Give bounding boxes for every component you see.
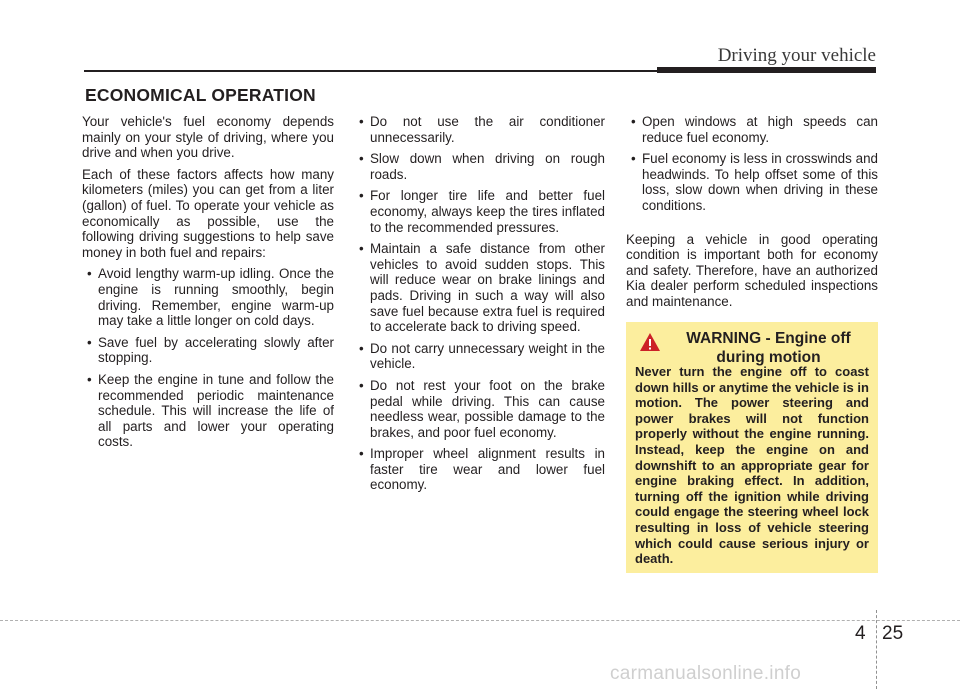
- list-item: • Do not use the air conditioner unnecessarily.: [354, 114, 605, 145]
- list-item: • Fuel economy is less in crosswinds and headwinds. To help offset some of this loss, slow down when driving in these conditions.: [626, 151, 878, 213]
- paragraph: Keeping a vehicle in good operating condition is important both for economy and safety. Therefore, have an authorized Kia dealer perform scheduled inspections and maintenance.: [626, 231, 878, 309]
- list-item: • Improper wheel alignment results in faster tire wear and lower fuel economy.: [354, 446, 605, 493]
- warning-triangle-icon: [639, 332, 661, 352]
- list-item: • Keep the engine in tune and follow the recommended periodic maintenance schedule. This will increase the life of all parts and lower your operating costs.: [82, 372, 334, 450]
- warning-text: Never turn the engine off to coast down hills or anytime the vehicle is in motion. The power steering and power brakes will not function properly without the engine running. Instead, keep the engine on and downshift to an appropriate gear for engine braking effect. In addition, turning off the ignition while driving could engage the steering wheel lock resulting in loss of vehicle steering which could cause serious injury or death.: [635, 364, 869, 567]
- page-number: 25: [882, 623, 904, 644]
- column-2: [354, 114, 605, 499]
- header-rule: [84, 70, 664, 72]
- tips-list: [82, 266, 334, 450]
- column-3: [626, 114, 878, 316]
- watermark: carmanualsonline.info: [610, 663, 802, 684]
- warning-title: WARNING - Engine off during motion: [686, 330, 851, 366]
- header-title: Driving your vehicle: [717, 45, 876, 66]
- section-title: ECONOMICAL OPERATION: [85, 85, 316, 105]
- list-item: • Avoid lengthy warm-up idling. Once the engine is running smoothly, begin driving. Remember, engine warm-up may take a little longer on cold days.: [82, 266, 334, 328]
- paragraph: Each of these factors affects how many kilometers (miles) you can get from a liter (gallon) of fuel. To operate your vehicle as economically as possible, use the following driving suggestions to help save money in both fuel and repairs:: [82, 166, 334, 260]
- warning-box: [626, 322, 878, 573]
- chapter-number: 4: [855, 623, 866, 644]
- list-item: • For longer tire life and better fuel economy, always keep the tires inflated to the recommended pressures.: [354, 188, 605, 235]
- list-item: • Do not rest your foot on the brake pedal while driving. This can cause needless wear, possible damage to the brakes, and poor fuel economy.: [354, 378, 605, 440]
- list-item: • Maintain a safe distance from other vehicles to avoid sudden stops. This will reduce wear on brake linings and pads. Driving in such a way will also save fuel because extra fuel is required to accelerate back to driving speed.: [354, 241, 605, 335]
- header-rule-accent: [657, 67, 876, 73]
- list-item: • Slow down when driving on rough roads.: [354, 151, 605, 182]
- tips-list: [354, 114, 605, 493]
- footer-separator: [876, 610, 877, 689]
- list-item: • Do not carry unnecessary weight in the vehicle.: [354, 341, 605, 372]
- paragraph: Your vehicle's fuel economy depends mainly on your style of driving, where you drive and when you drive.: [82, 114, 334, 161]
- column-1: [82, 114, 334, 456]
- list-item: • Save fuel by accelerating slowly after stopping.: [82, 335, 334, 366]
- list-item: • Open windows at high speeds can reduce fuel economy.: [626, 114, 878, 145]
- tips-list: [626, 114, 878, 214]
- footer-divider: [0, 620, 960, 621]
